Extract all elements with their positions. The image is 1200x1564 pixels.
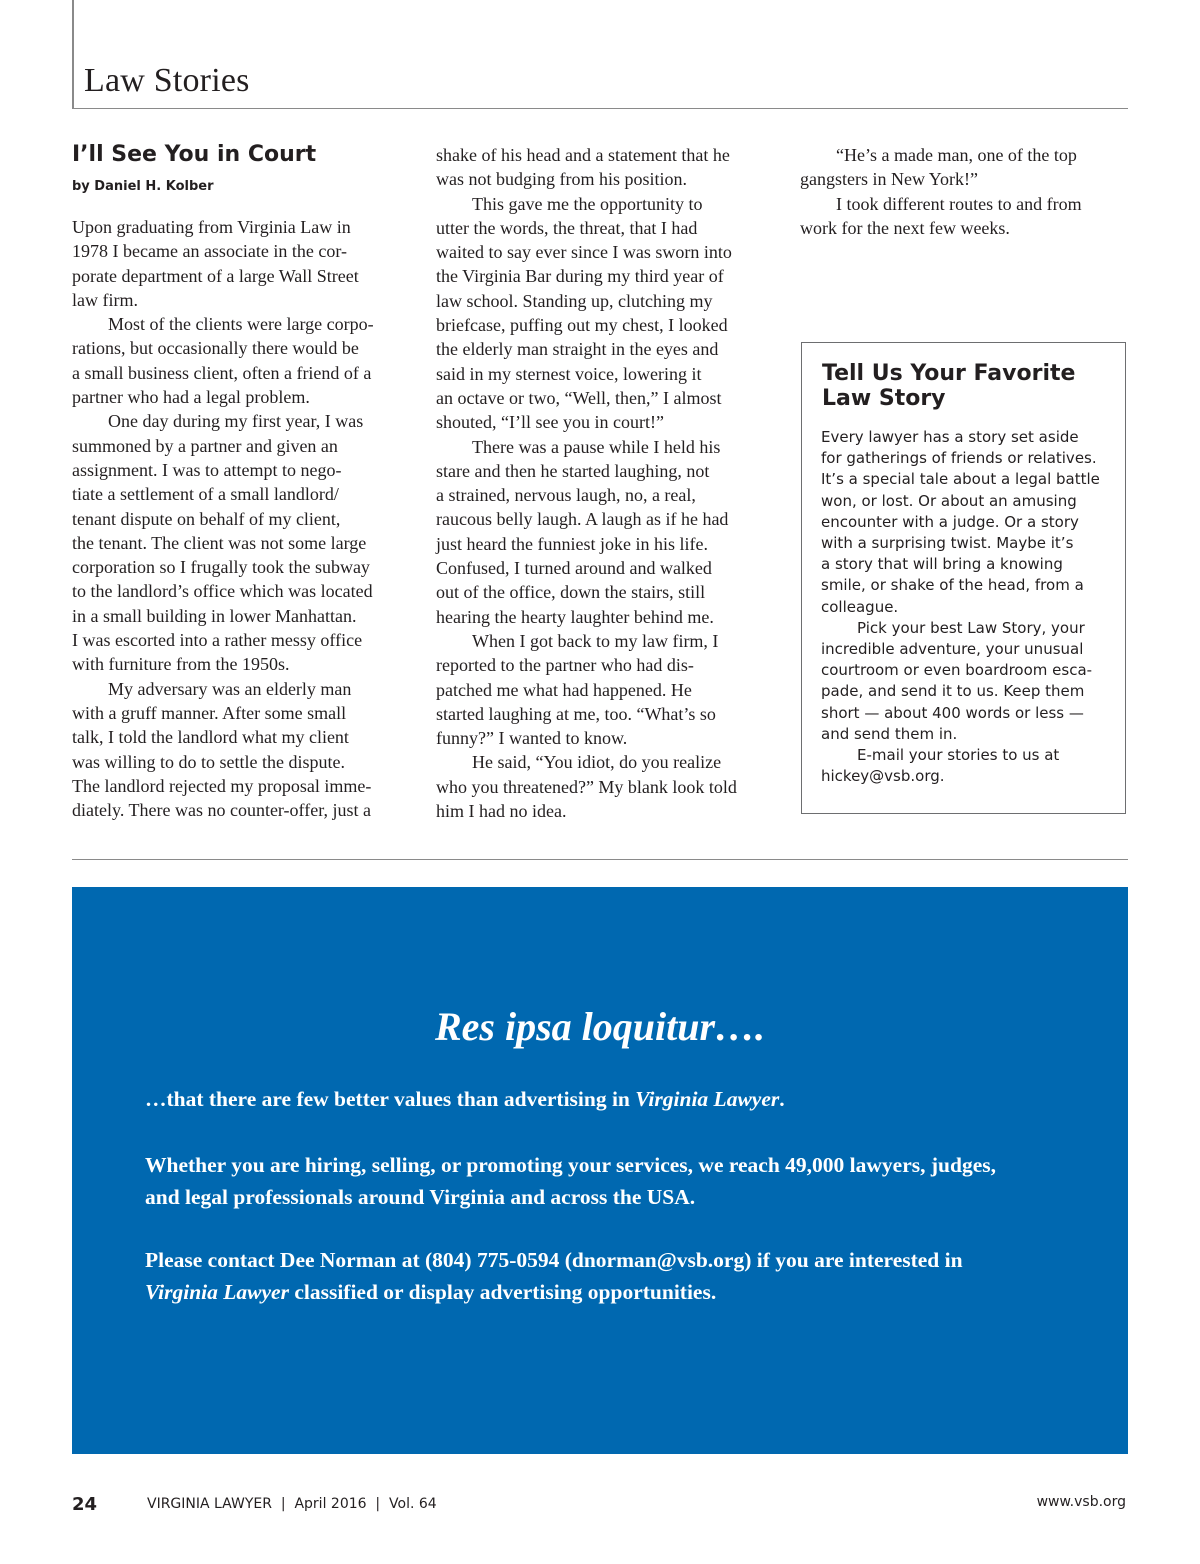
page-number: 24 (72, 1494, 98, 1515)
article-paragraph: “He’s a made man, one of the top gangsters in New York!” (800, 145, 1077, 190)
article-paragraph: When I got back to my law firm, I reported to the partner who had dis- patched me what had happened. He started laughing at me, too. “What’s so funny?” I wanted to know. (436, 630, 719, 749)
article-paragraph: shake of his head and a statement that he was not budging from his position. (436, 145, 730, 190)
article-column-1 (72, 215, 402, 822)
article-paragraph: Most of the clients were large corpo- rations, but occasionally there would be a small business client, often a friend of a partner who had a legal problem. (72, 314, 374, 408)
article-title: I’ll See You in Court (72, 142, 317, 167)
ad-headline: Res ipsa loquitur…. (434, 1004, 766, 1049)
ad-line-reach: Whether you are hiring, selling, or promoting your services, we reach 49,000 lawyers, judges, and legal professionals around Virginia and across the USA. (145, 1153, 996, 1209)
footer-url[interactable]: www.vsb.org (1036, 1494, 1126, 1510)
article-column-2 (436, 143, 766, 823)
article-paragraph: There was a pause while I held his stare and then he started laughing, not a strained, nervous laugh, no, a real, raucous belly laugh. A laugh as if he had just heard the funniest joke in his life. Confused, I turned around and walked out of the office, down the stairs, still hearing the hearty laughter behind me. (436, 436, 729, 627)
ad-line-contact: Please contact Dee Norman at (804) 775-0594 (dnorman@vsb.org) if you are interested in Virginia Lawyer classified or display advertising opportunities. (145, 1248, 963, 1304)
article-column-3 (800, 143, 1130, 240)
section-title: Law Stories (84, 62, 250, 99)
article-paragraph: My adversary was an elderly man with a gruff manner. After some small talk, I told the landlord what my client was willing to do to settle the dispute. The landlord rejected my proposal imme- diately. There was no counter-offer, just a (72, 678, 372, 821)
sidebar-body (821, 427, 1111, 787)
sidebar-paragraph: Pick your best Law Story, your incredible adventure, your unusual courtroom or even boardroom esca- pade, and send it to us. Keep them short — about 400 words or less — and send them in. (821, 618, 1093, 743)
header-vertical-rule (72, 0, 74, 108)
article-paragraph: I took different routes to and from work for the next few weeks. (800, 193, 1082, 238)
sidebar-title: Tell Us Your Favorite Law Story (822, 361, 1076, 411)
sidebar-paragraph: Every lawyer has a story set aside for gatherings of friends or relatives. It’s a special tale about a legal battle won, or lost. Or about an amusing encounter with a judge. Or a story with a surprising twist. Maybe it’s a story that will bring a knowing smile, or shake of the head, from a colleague. (821, 428, 1100, 616)
page-divider (72, 859, 1128, 860)
article-byline: by Daniel H. Kolber (72, 179, 214, 194)
ad-line-values: …that there are few better values than advertising in Virginia Lawyer. (145, 1087, 785, 1111)
footer-masthead: VIRGINIA LAWYER | April 2016 | Vol. 64 (147, 1496, 437, 1512)
article-paragraph: One day during my first year, I was summoned by a partner and given an assignment. I was to attempt to nego- tiate a settlement of a small landlord/ tenant dispute on behalf of my client, the tenant. The client was not some large corporation so I frugally took the subway to the landlord’s office which was located in a small building in lower Manhattan. I was escorted into a rather messy office with furniture from the 1950s. (72, 411, 373, 675)
advertisement-banner (72, 887, 1128, 1454)
sidebar-box (801, 342, 1126, 814)
article-paragraph: This gave me the opportunity to utter the words, the threat, that I had waited to say ever since I was sworn into the Virginia Bar during my third year of law school. Standing up, clutching my briefcase, puffing out my chest, I looked the elderly man straight in the eyes and said in my sternest voice, lowering it an octave or two, “Well, then,” I almost shouted, “I’ll see you in court!” (436, 193, 732, 433)
article-paragraph: He said, “You idiot, do you realize who you threatened?” My blank look told him I had no idea. (436, 752, 737, 822)
article-paragraph: Upon graduating from Virginia Law in 1978 I became an associate in the cor- porate department of a large Wall Street law firm. (72, 217, 359, 310)
header-horizontal-rule (72, 108, 1128, 109)
sidebar-paragraph: E-mail your stories to us at hickey@vsb.org. (821, 746, 1060, 786)
